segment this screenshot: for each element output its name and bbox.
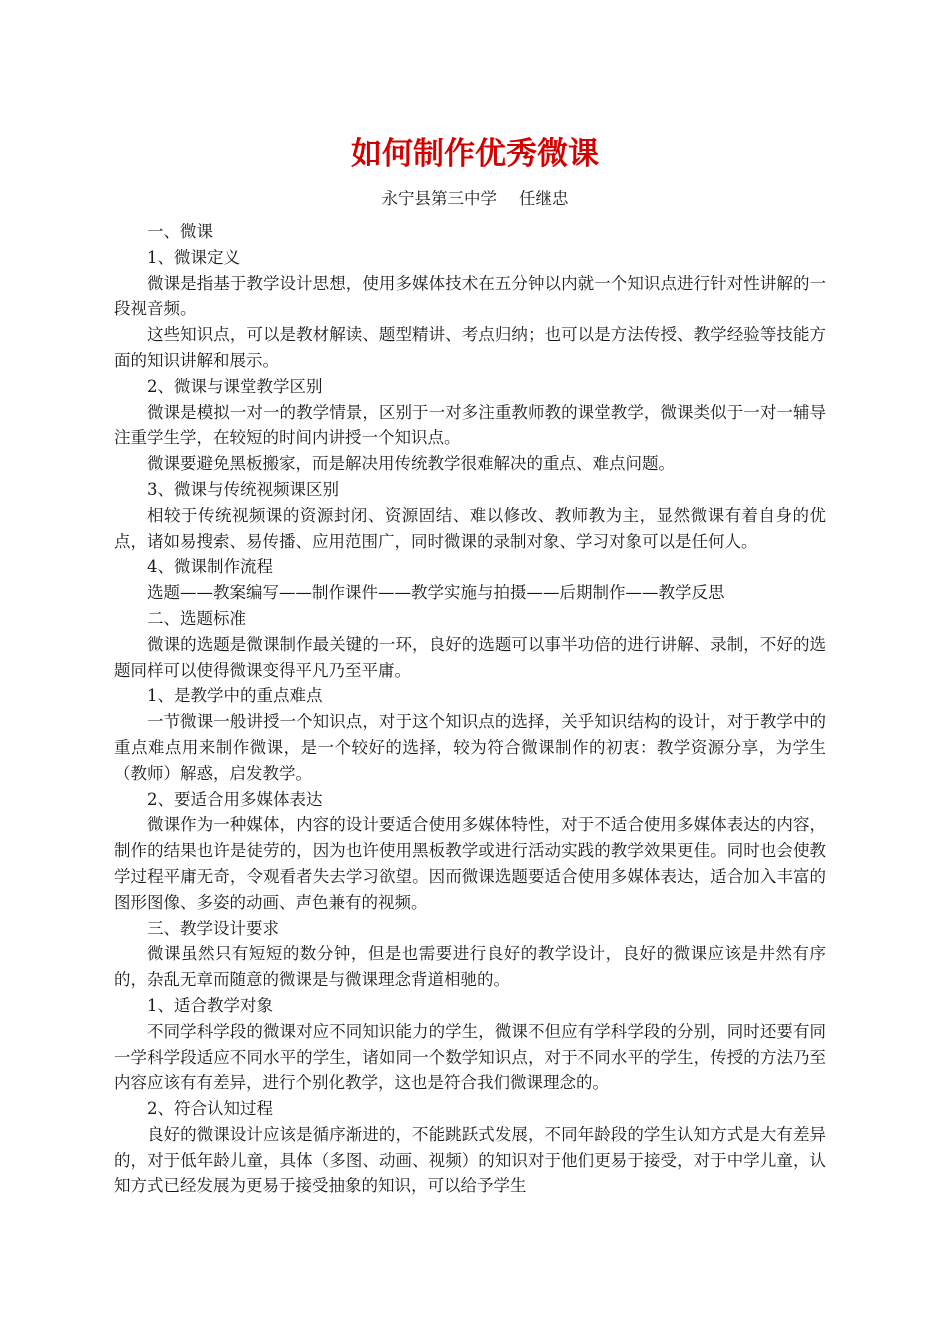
subsection-heading: 1、适合教学对象 [147, 995, 273, 1015]
body-paragraph: 一节微课一般讲授一个知识点，对于这个知识点的选择，关乎知识结构的设计，对于教学中的重点难点用来制作微课，是一个较好的选择，较为符合微课制作的初衷：教学资源分享，为学生（教师）解惑，启发教学。 [114, 712, 826, 783]
body-paragraph: 不同学科学段的微课对应不同知识能力的学生，微课不但应有学科学段的分别，同时还要有同一学科学段适应不同水平的学生，诸如同一个数学知识点，对于不同水平的学生，传授的方法乃至内容应该有有差异，进行个别化教学，这也是符合我们微课理念的。 [114, 1021, 826, 1093]
body-paragraph: 微课是模拟一对一的教学情景，区别于一对多注重教师教的课堂教学，微课类似于一对一辅导注重学生学，在较短的时间内讲授一个知识点。 [114, 402, 826, 448]
subsection-heading: 3、微课与传统视频课区别 [147, 479, 339, 499]
subsection-heading: 2、微课与课堂教学区别 [147, 376, 323, 396]
subsection-heading: 2、要适合用多媒体表达 [147, 789, 323, 809]
body-paragraph: 微课的选题是微课制作最关键的一环，良好的选题可以事半功倍的进行讲解、录制，不好的选题同样可以使得微课变得平凡乃至平庸。 [114, 634, 826, 680]
author-name: 任继忠 [519, 189, 569, 208]
document-body [114, 219, 826, 1199]
section-heading: 二、选题标准 [147, 608, 246, 628]
body-paragraph: 选题——教案编写——制作课件——教学实施与拍摄——后期制作——教学反思 [147, 583, 725, 603]
subsection-heading: 2、符合认知过程 [147, 1099, 273, 1119]
document-title: 如何制作优秀微课 [351, 136, 599, 172]
section-heading: 三、教学设计要求 [147, 918, 279, 938]
author-school: 永宁县第三中学 [381, 189, 497, 208]
body-paragraph: 微课作为一种媒体，内容的设计要适合使用多媒体特性，对于不适合使用多媒体表达的内容，制作的结果也许是徒劳的，因为也许使用黑板教学或进行活动实践的教学效果更佳。同时也会使教学过程平庸无奇，令观看者失去学习欲望。因而微课选题要适合使用多媒体表达，适合加入丰富的图形图像、多姿的动画、声色兼有的视频。 [114, 815, 826, 912]
body-paragraph: 这些知识点，可以是教材解读、题型精讲、考点归纳；也可以是方法传授、教学经验等技能方面的知识讲解和展示。 [114, 325, 826, 370]
body-paragraph: 微课要避免黑板搬家，而是解决用传统教学很难解决的重点、难点问题。 [147, 454, 675, 474]
body-paragraph: 微课是指基于教学设计思想，使用多媒体技术在五分钟以内就一个知识点进行针对性讲解的一段视音频。 [114, 273, 826, 319]
subsection-heading: 1、是教学中的重点难点 [147, 686, 323, 706]
body-paragraph: 相较于传统视频课的资源封闭、资源固结、难以修改、教师教为主，显然微课有着自身的优点，诸如易搜索、易传播、应用范围广，同时微课的录制对象、学习对象可以是任何人。 [114, 505, 826, 551]
author-line [0, 186, 950, 212]
body-paragraph: 良好的微课设计应该是循序渐进的，不能跳跃式发展，不同年龄段的学生认知方式是大有差异的，对于低年龄儿童，具体（多图、动画、视频）的知识对于他们更易于接受，对于中学儿童，认知方式已经发展为更易于接受抽象的知识，可以给予学生 [114, 1124, 826, 1196]
section-heading: 一、微课 [147, 222, 213, 241]
subsection-heading: 4、微课制作流程 [147, 557, 273, 577]
body-paragraph: 微课虽然只有短短的数分钟，但是也需要进行良好的教学设计，良好的微课应该是井然有序的，杂乱无章而随意的微课是与微课理念背道相驰的。 [114, 944, 826, 990]
subsection-heading: 1、微课定义 [147, 247, 240, 267]
